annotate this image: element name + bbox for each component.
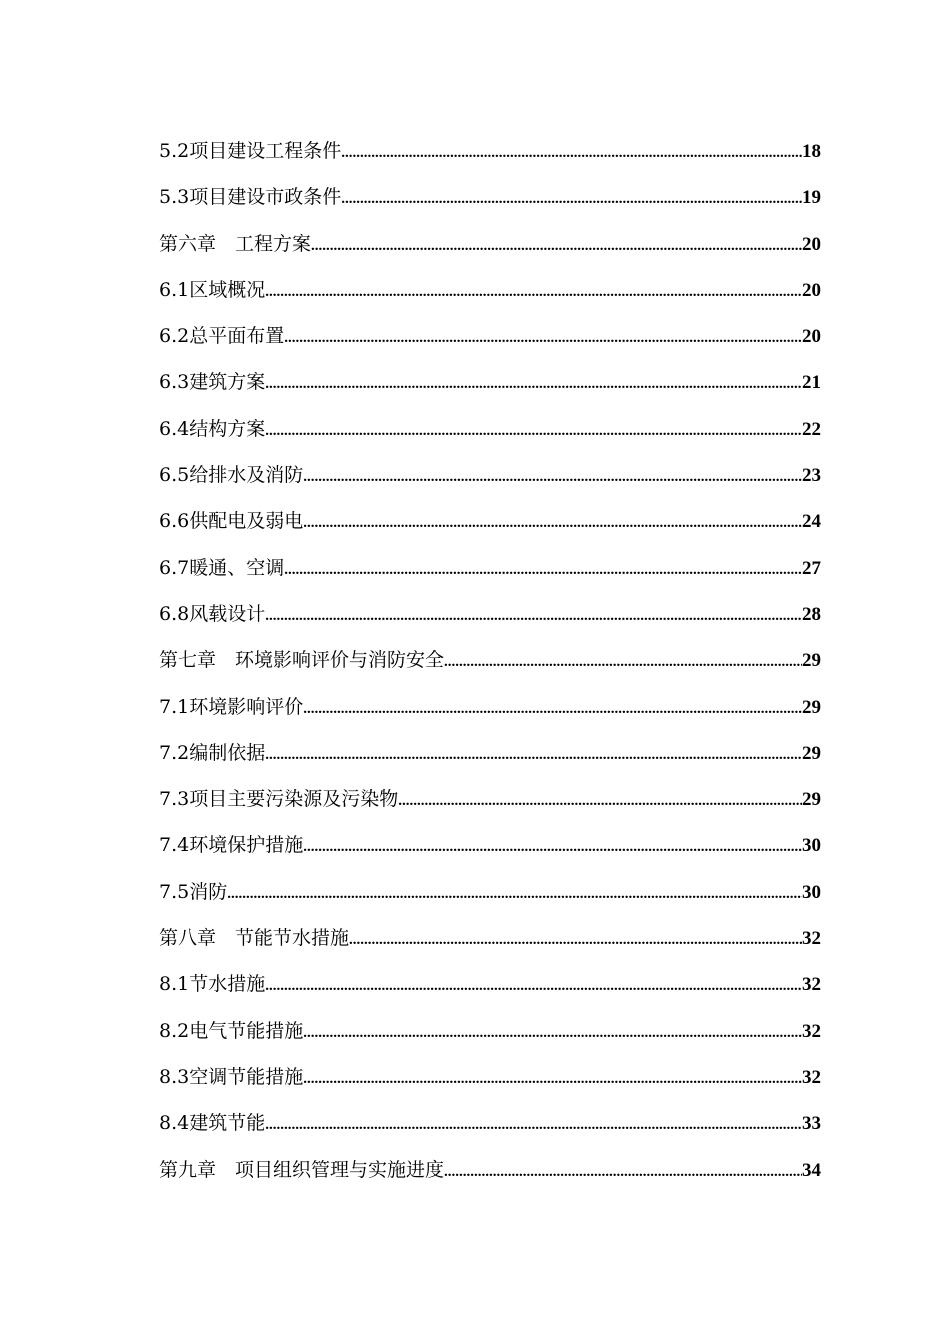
toc-entry[interactable]: [159, 730, 821, 776]
toc-entry-page: 34: [802, 1159, 821, 1181]
toc-entry-page: 30: [802, 881, 821, 903]
toc-entry-page: 29: [802, 696, 821, 718]
toc-entry[interactable]: [159, 1100, 821, 1146]
toc-entry-title: 8.3空调节能措施: [159, 1065, 304, 1088]
toc-entry-title: 7.1环境影响评价: [159, 695, 304, 718]
toc-entry-page: 29: [802, 789, 821, 811]
toc-dot-leader: [265, 963, 802, 1009]
toc-entry-page: 23: [802, 465, 821, 487]
toc-entry[interactable]: [159, 822, 821, 868]
toc-dot-leader: [444, 639, 802, 685]
toc-entry-page: 19: [802, 187, 821, 209]
toc-chapter-entry[interactable]: [159, 915, 821, 961]
toc-dot-leader: [303, 500, 802, 546]
toc-dot-leader: [265, 361, 802, 407]
toc-dot-leader: [227, 871, 802, 917]
toc-entry-page: 20: [802, 233, 821, 255]
toc-entry-page: 18: [802, 141, 821, 162]
toc-entry-title: 第九章 项目组织管理与实施进度: [159, 1158, 445, 1181]
toc-entry-page: 32: [802, 928, 821, 950]
toc-chapter-entry[interactable]: [159, 637, 821, 683]
toc-dot-leader: [303, 824, 802, 870]
toc-entry-page: 29: [802, 742, 821, 764]
toc-entry-page: 27: [802, 557, 821, 579]
toc-entry-title: 第六章 工程方案: [159, 232, 312, 255]
toc-dot-leader: [265, 408, 802, 454]
toc-dot-leader: [303, 1010, 802, 1056]
toc-entry-title: 6.7暖通、空调: [159, 556, 285, 579]
toc-entry-title: 6.8风载设计: [159, 602, 266, 625]
toc-entry[interactable]: [159, 684, 821, 730]
toc-dot-leader: [303, 686, 802, 732]
toc-entry[interactable]: [159, 498, 821, 544]
toc-entry-title: 7.2编制依据: [159, 741, 266, 764]
toc-entry-title: 7.5消防: [159, 880, 228, 903]
toc-dot-leader: [265, 269, 802, 315]
toc-entry[interactable]: [159, 545, 821, 591]
toc-entry[interactable]: [159, 313, 821, 359]
toc-dot-leader: [444, 1149, 802, 1195]
toc-entry[interactable]: [159, 1054, 821, 1100]
toc-dot-leader: [265, 593, 802, 639]
toc-dot-leader: [303, 454, 802, 500]
toc-dot-leader: [349, 917, 802, 963]
toc-chapter-entry[interactable]: [159, 1147, 821, 1193]
toc-entry-title: 5.3项目建设市政条件: [159, 186, 342, 209]
toc-entry-page: 32: [802, 974, 821, 996]
toc-dot-leader: [398, 778, 802, 824]
toc-entry-page: 32: [802, 1066, 821, 1088]
toc-entry-page: 21: [802, 372, 821, 394]
toc-entry-title: 7.3项目主要污染源及污染物: [159, 788, 399, 811]
toc-dot-leader: [265, 732, 802, 778]
toc-entry-title: 第七章 环境影响评价与消防安全: [159, 649, 445, 672]
toc-entry-page: 30: [802, 835, 821, 857]
toc-dot-leader: [341, 130, 802, 176]
toc-entry[interactable]: [159, 267, 821, 313]
toc-dot-leader: [284, 315, 802, 361]
toc-dot-leader: [341, 176, 802, 222]
toc-entry[interactable]: [159, 406, 821, 452]
toc-entry-title: 6.4结构方案: [159, 417, 266, 440]
toc-entry-page: 32: [802, 1020, 821, 1042]
toc-entry-page: 33: [802, 1113, 821, 1135]
toc-entry-page: 24: [802, 511, 821, 533]
toc-entry[interactable]: [159, 128, 821, 174]
toc-entry[interactable]: [159, 591, 821, 637]
toc-entry-page: 20: [802, 279, 821, 301]
toc-entry-title: 6.3建筑方案: [159, 371, 266, 394]
toc-chapter-entry[interactable]: [159, 221, 821, 267]
toc-dot-leader: [265, 1102, 802, 1148]
toc-entry[interactable]: [159, 961, 821, 1007]
toc-entry-title: 6.5给排水及消防: [159, 464, 304, 487]
toc-entry-title: 5.2项目建设工程条件: [159, 140, 342, 162]
toc-entry-title: 6.1区域概况: [159, 278, 266, 301]
toc-entry-title: 6.2总平面布置: [159, 325, 285, 348]
toc-entry-page: 20: [802, 326, 821, 348]
toc-entry-title: 8.2电气节能措施: [159, 1019, 304, 1042]
toc-dot-leader: [284, 547, 802, 593]
toc-dot-leader: [311, 223, 802, 269]
toc-entry-page: 22: [802, 418, 821, 440]
toc-entry-title: 第八章 节能节水措施: [159, 927, 350, 950]
toc-entry[interactable]: [159, 174, 821, 220]
toc-entry[interactable]: [159, 776, 821, 822]
toc-entry-page: 28: [802, 603, 821, 625]
toc-dot-leader: [303, 1056, 802, 1102]
toc-entry[interactable]: [159, 359, 821, 405]
toc-entry-page: 29: [802, 650, 821, 672]
toc-entry-title: 6.6供配电及弱电: [159, 510, 304, 533]
toc-entry[interactable]: [159, 869, 821, 915]
table-of-contents: [159, 128, 821, 1193]
toc-entry-title: 8.4建筑节能: [159, 1112, 266, 1135]
toc-entry-title: 7.4环境保护措施: [159, 834, 304, 857]
toc-entry[interactable]: [159, 452, 821, 498]
toc-entry-title: 8.1节水措施: [159, 973, 266, 996]
toc-entry[interactable]: [159, 1008, 821, 1054]
